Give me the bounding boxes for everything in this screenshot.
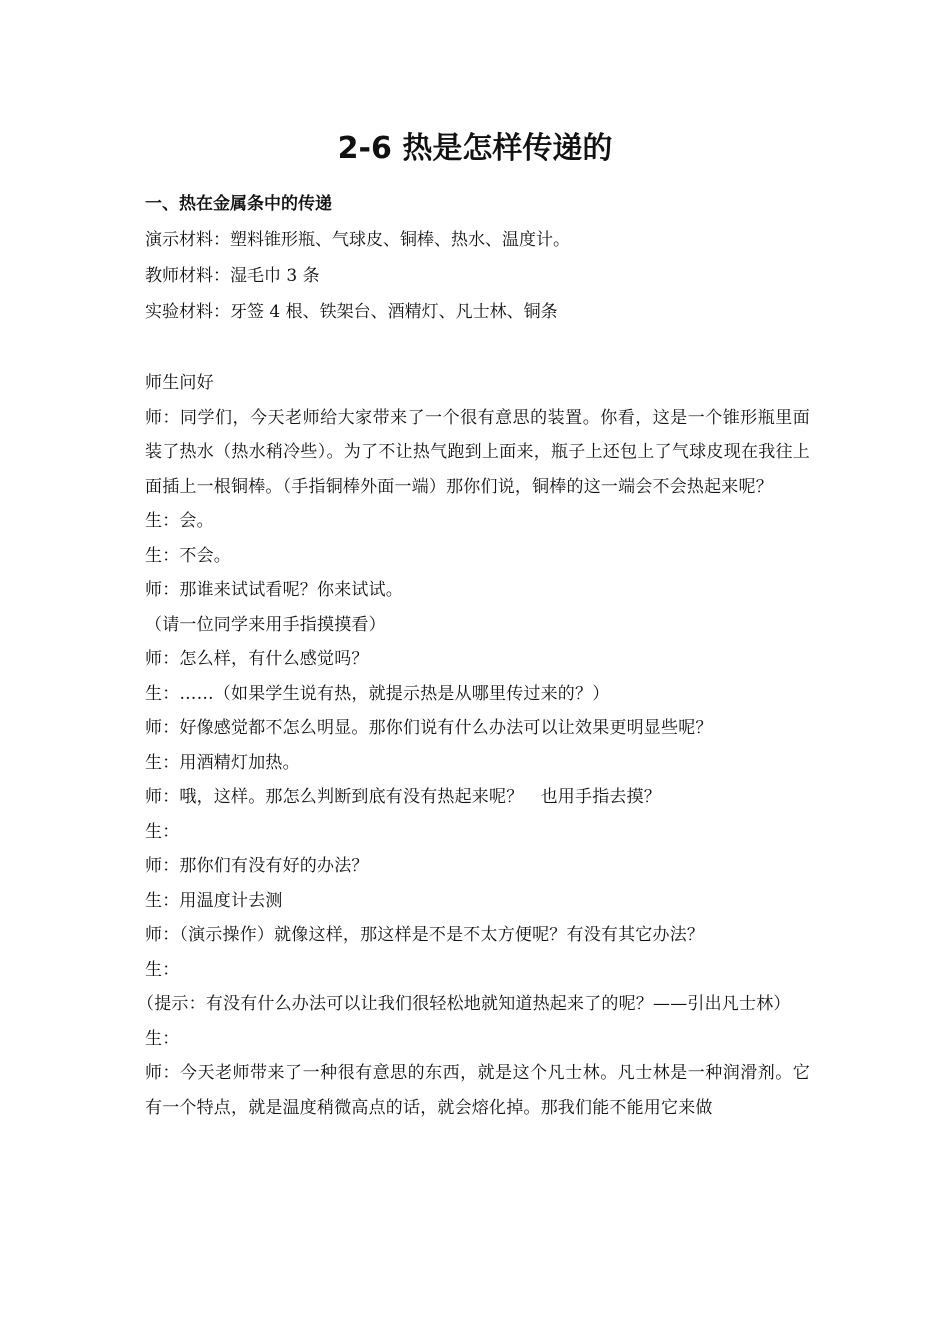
dialogue-body: [137, 366, 810, 1125]
section-heading: 一、热在金属条中的传递: [145, 194, 332, 214]
dialogue-line: 师：那你们有没有好的办法？: [145, 856, 369, 876]
materials-experiment: 实验材料：牙签 4 根、铁架台、酒精灯、凡士林、铜条: [145, 302, 558, 322]
dialogue-line: 师：（演示操作）就像这样，那这样是不是不太方便呢？有没有其它办法？: [145, 925, 705, 945]
materials-list: [145, 226, 815, 334]
dialogue-line: 生：用温度计去测: [145, 890, 283, 911]
dialogue-line: 师：好像感觉都不怎么明显。那你们说有什么办法可以让效果更明显些呢？: [145, 718, 713, 738]
dialogue-line: 师：同学们，今天老师给大家带来了一个很有意思的装置。你看，这是一个锥形瓶里面装了热水（热水稍冷些）。为了不让热气跑到上面来，瓶子上还包上了气球皮现在我往上面插上一根铜棒。（手指铜棒外面一端）那你们说，铜棒的这一端会不会热起来呢？: [145, 407, 810, 497]
document-title: 2-6 热是怎样传递的: [337, 131, 613, 166]
dialogue-line: 师：今天老师带来了一种很有意思的东西，就是这个凡士林。凡士林是一种润滑剂。它有一个特点，就是温度稍微高点的话，就会熔化掉。那我们能不能用它来做: [145, 1063, 810, 1118]
dialogue-line: 生：: [145, 1028, 180, 1049]
dialogue-line: 生：: [145, 959, 180, 980]
dialogue-line: 师：哦，这样。那怎么判断到底有没有热起来呢？ 也用手指去摸？: [145, 787, 661, 807]
dialogue-line: 师：怎么样，有什么感觉吗？: [145, 649, 369, 669]
dialogue-line: 生：会。: [145, 511, 214, 531]
dialogue-line: 生：不会。: [145, 545, 231, 566]
dialogue-line: 师生问好: [145, 373, 214, 393]
dialogue-line: （请一位同学来用手指摸摸看）: [145, 614, 386, 635]
dialogue-line: 师：那谁来试试看呢？你来试试。: [145, 580, 403, 600]
dialogue-line: 生：用酒精灯加热。: [145, 752, 300, 773]
dialogue-line: 生：: [145, 821, 180, 842]
materials-teacher: 教师材料：湿毛巾 3 条: [145, 266, 320, 286]
dialogue-line: 生：……（如果学生说有热，就提示热是从哪里传过来的？）: [145, 683, 610, 704]
dialogue-line: （提示：有没有什么办法可以让我们很轻松地就知道热起来了的呢？——引出凡士林）: [137, 994, 791, 1014]
materials-demo: 演示材料：塑料锥形瓶、气球皮、铜棒、热水、温度计。: [145, 230, 570, 250]
